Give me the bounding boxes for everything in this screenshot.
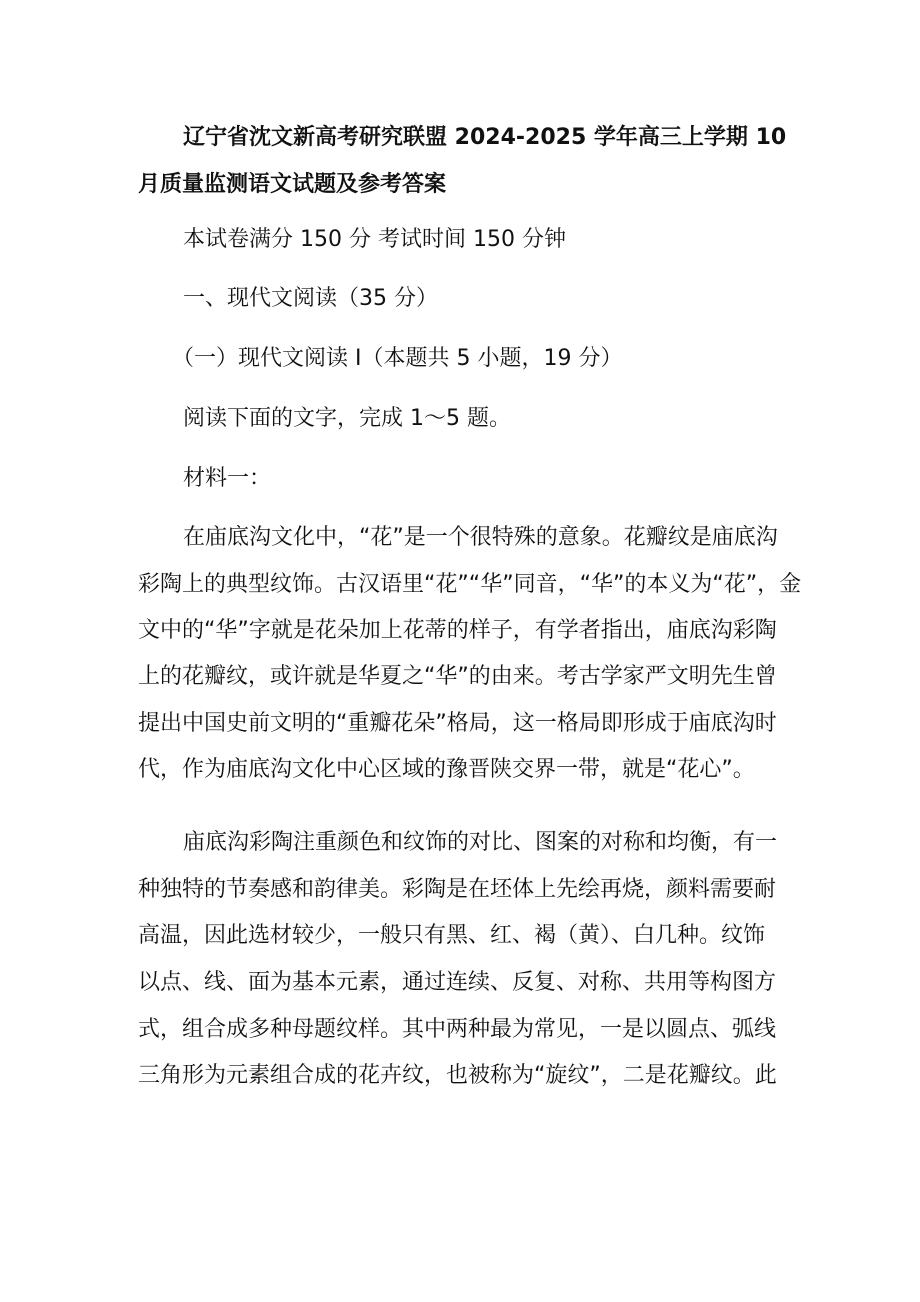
subsection-heading: （一）现代文阅读 I（本题共 5 小题，19 分） (172, 346, 623, 371)
paragraph-line: 彩陶上的典型纹饰。古汉语里“花”“华”同音，“华”的本义为“花”，金 (138, 572, 802, 597)
paragraph-line: 在庙底沟文化中，“花”是一个很特殊的意象。花瓣纹是庙底沟 (183, 525, 778, 550)
paragraph-line: 式，组合成多种母题纹样。其中两种最为常见，一是以圆点、弧线 (138, 1017, 777, 1042)
paragraph-line: 以点、线、面为基本元素，通过连续、反复、对称、共用等构图方 (138, 970, 777, 995)
paragraph-line: 三角形为元素组合成的花卉纹，也被称为“旋纹”，二是花瓣纹。此 (138, 1063, 777, 1088)
paragraph-line: 种独特的节奏感和韵律美。彩陶是在坯体上先绘再烧，颜料需要耐 (138, 877, 777, 902)
exam-info: 本试卷满分 150 分 考试时间 150 分钟 (183, 227, 566, 252)
paragraph-line: 代，作为庙底沟文化中心区域的豫晋陕交界一带，就是“花心”。 (138, 757, 755, 782)
paragraph-line: 上的花瓣纹，或许就是华夏之“华”的由来。考古学家严文明先生曾 (138, 664, 777, 689)
paragraph-line: 文中的“华”字就是花朵加上花蒂的样子，有学者指出，庙底沟彩陶 (138, 618, 777, 643)
instruction: 阅读下面的文字，完成 1～5 题。 (183, 406, 511, 431)
title-line-2: 月质量监测语文试题及参考答案 (138, 172, 447, 197)
paragraph-line: 高温，因此选材较少，一般只有黑、红、褐（黄）、白几种。纹饰 (138, 923, 766, 948)
title-line-1: 辽宁省沈文新高考研究联盟 2024-2025 学年高三上学期 10 (183, 125, 787, 150)
paragraph-line: 提出中国史前文明的“重瓣花朵”格局，这一格局即形成于庙底沟时 (138, 711, 777, 736)
material-label: 材料一： (183, 466, 272, 491)
section-heading: 一、现代文阅读（35 分） (183, 286, 438, 311)
paragraph-line: 庙底沟彩陶注重颜色和纹饰的对比、图案的对称和均衡，有一 (183, 830, 778, 855)
